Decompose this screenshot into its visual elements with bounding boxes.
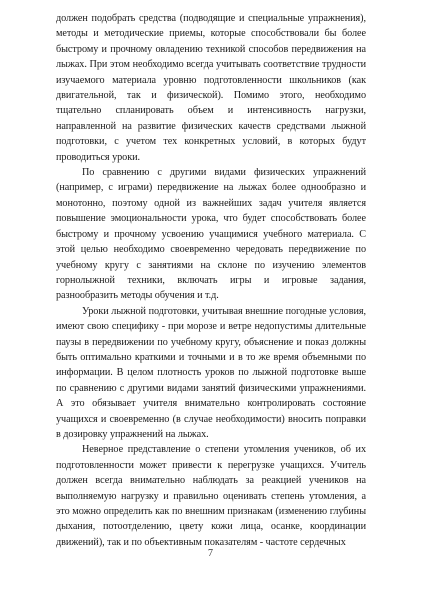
body-text — [56, 11, 366, 550]
paragraph-1: должен подобрать средства (подводящие и специальные упражнения), методы и методические приемы, которые способствовали бы более быстрому и прочному овладению техникой способов передвижения на лыжах. При этом необходимо всегда учитывать соответствие трудности изучаемого материала уровню подготовленности школьников (как двигательной, так и физической). Помимо этого, необходимо тщательно спланировать объем и интенсивность нагрузки, направленной на развитие физических качеств средствами лыжной подготовки, с учетом тех конкретных условий, в которых будут проводиться уроки. — [56, 13, 366, 163]
paragraph-2: По сравнению с другими видами физических упражнений (например, с играми) передвижение на лыжах более однообразно и монотонно, поэтому одной из важнейших задач учителя является повышение эмоциональности урока, что будет способствовать более быстрому и прочному усвоению учащимися учебного материала. С этой целью необходимо своевременно чередовать передвижение по учебному кругу с занятиями на склоне по изучению элементов горнолыжной техники, включать игры и игровые задания, разнообразить методы обучения и т.д. — [56, 167, 366, 302]
paragraph-3: Уроки лыжной подготовки, учитывая внешние погодные условия, имеют свою специфику - при морозе и ветре недопустимы длительные паузы в передвижении по учебному кругу, объяснение и показ должны быть оптимально краткими и точными и в то же время объемными по информации. В целом плотность уроков по лыжной подготовке выше по сравнению с другими видами занятий физическими упражнениями. А это обязывает учителя внимательно контролировать состояние учащихся и своевременно (в случае необходимости) вносить поправки в дозировку упражнений на лыжах. — [56, 305, 366, 440]
page-number: 7 — [208, 548, 213, 559]
paragraph-4: Неверное представление о степени утомления учеников, об их подготовленности может привести к перегрузке учащихся. Учитель должен всегда внимательно наблюдать за реакцией учеников на выполняемую нагрузку и правильно оценивать степень утомления, а это можно определить как по внешним признакам (изменению глубины дыхания, потоотделению, цвету кожи лица, осанке, координации движений), так и по объективным показателям - частоте сердечных — [56, 444, 366, 548]
